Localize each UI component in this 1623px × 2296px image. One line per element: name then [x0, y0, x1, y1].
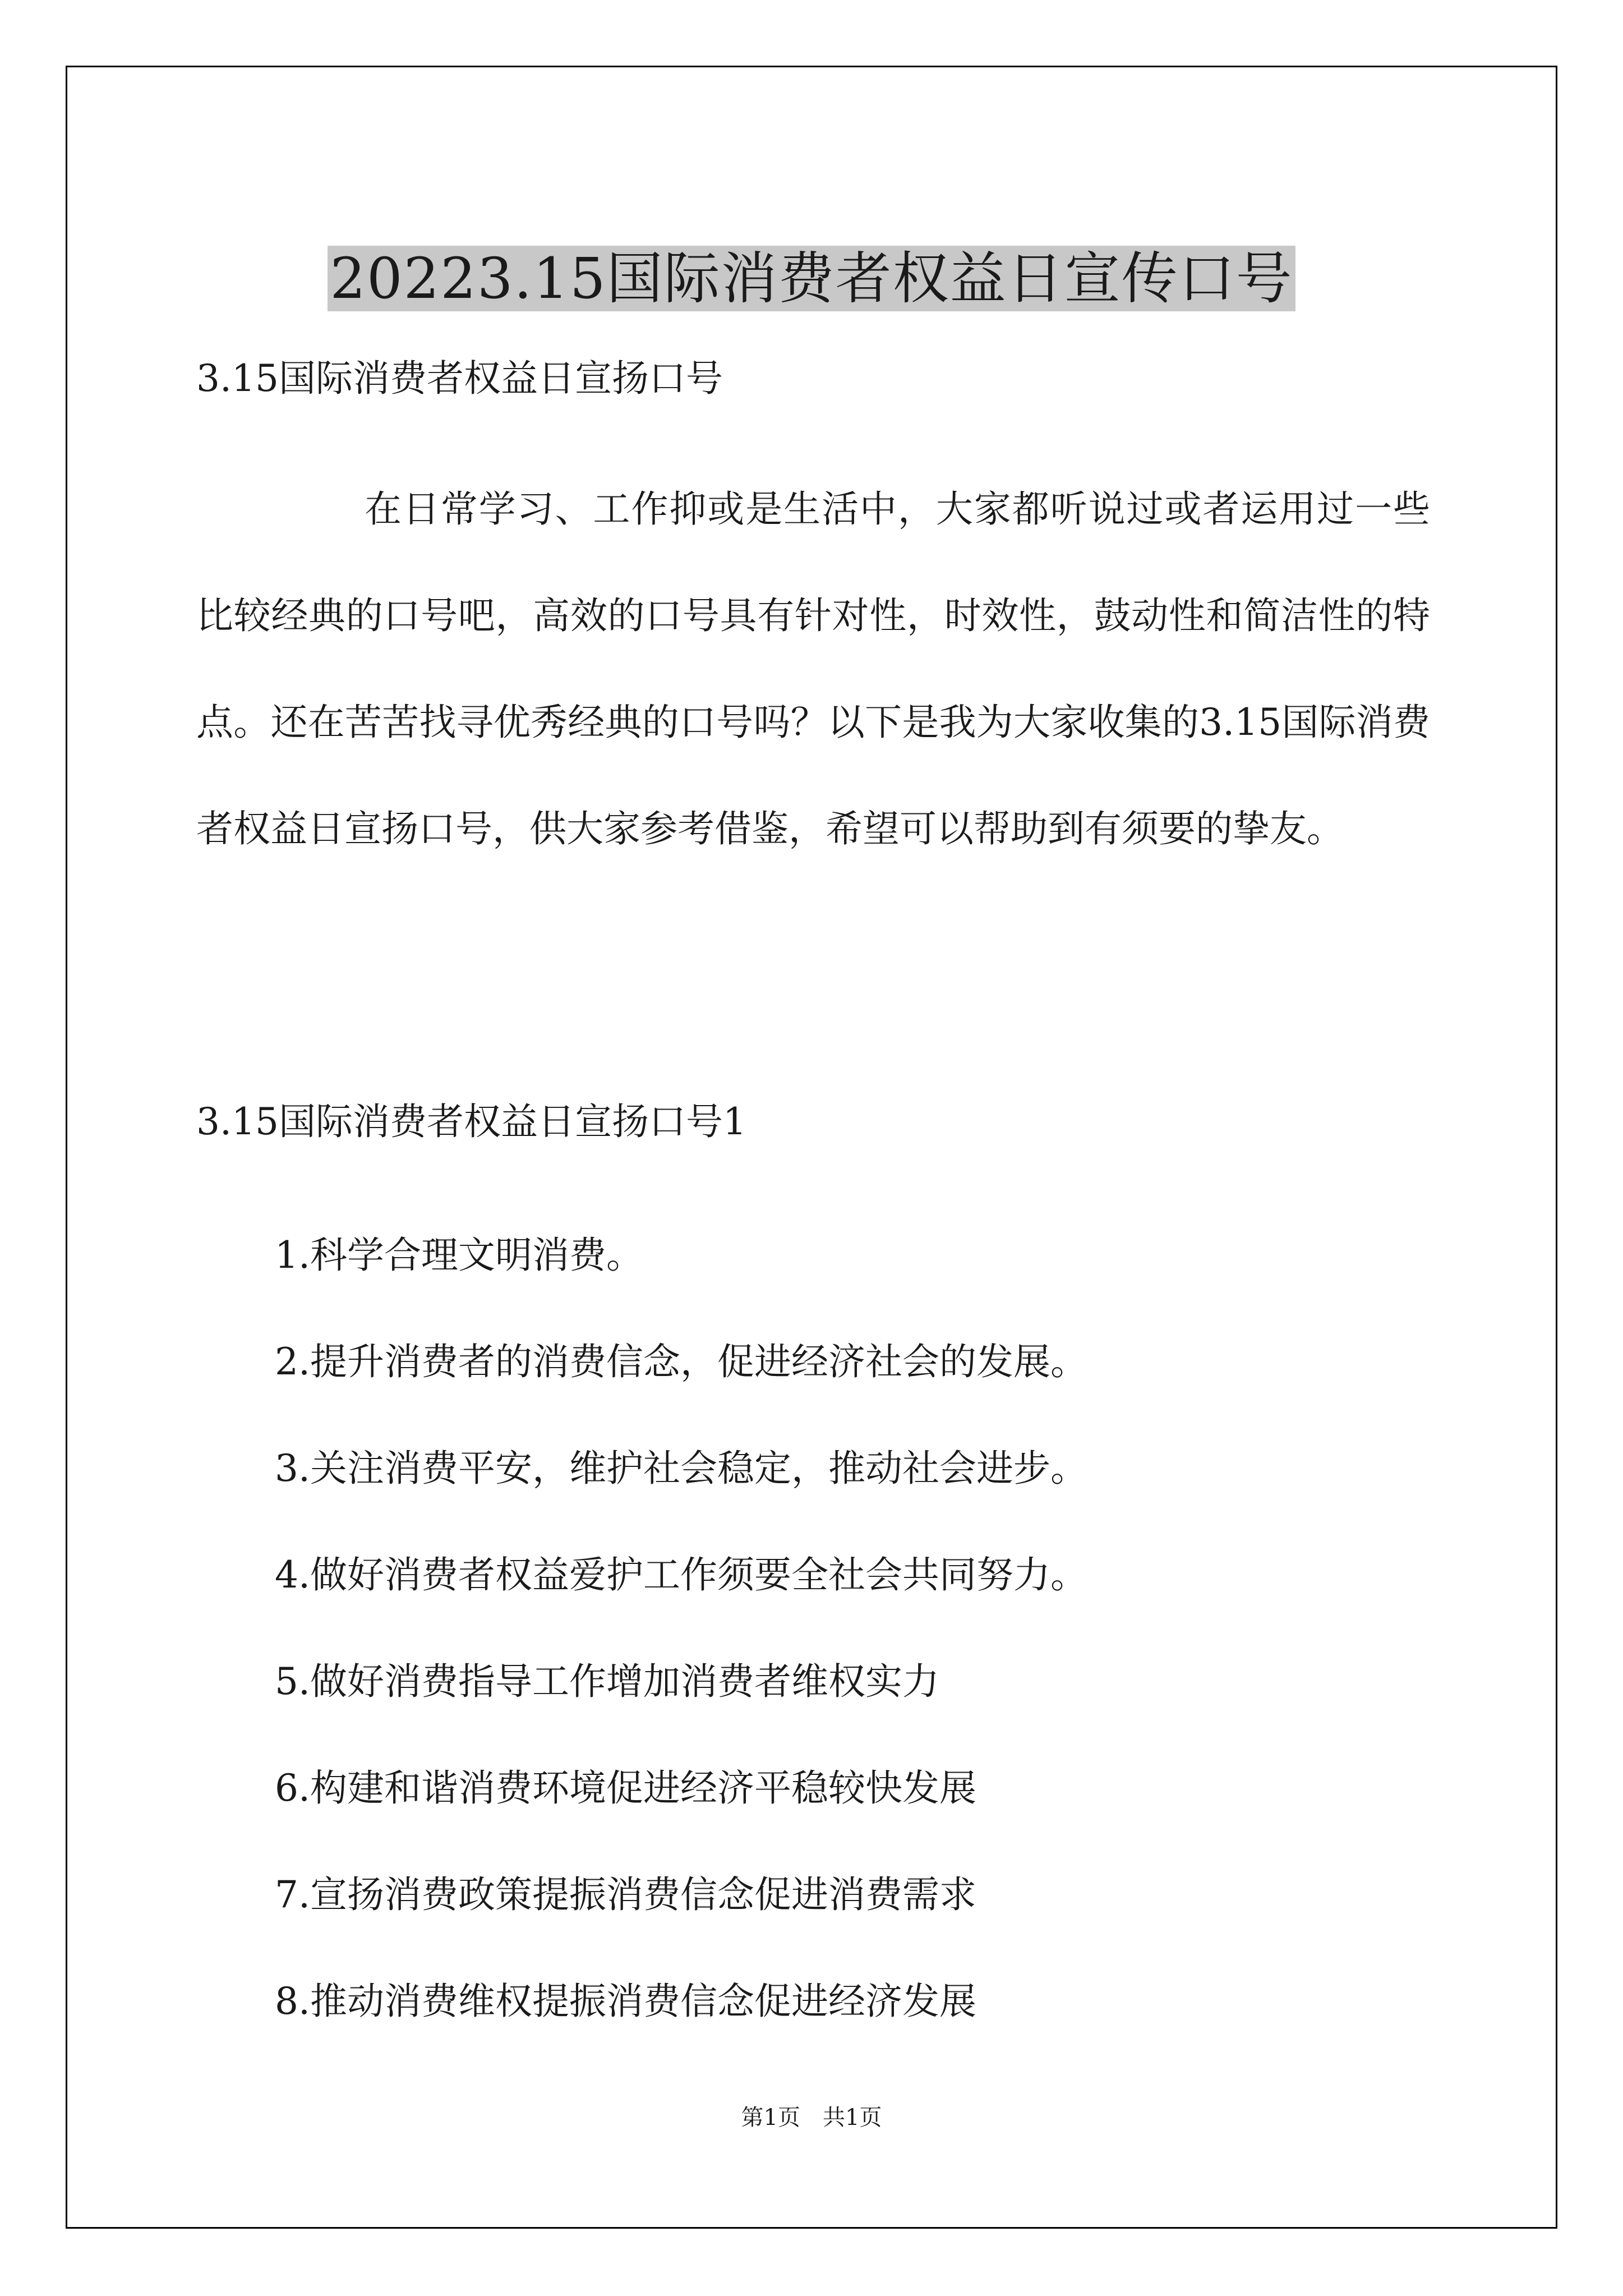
intro-paragraph: 在日常学习、工作抑或是生活中，大家都听说过或者运用过一些比较经典的口号吧，高效的口号具有针对性，时效性，鼓动性和简洁性的特点。还在苦苦找寻优秀经典的口号吗？以下是我为大家收集的3.15国际消费者权益日宣扬口号，供大家参考借鉴，希望可以帮助到有须要的挚友。 [196, 487, 1430, 850]
slogan-item: 4.做好消费者权益爱护工作须要全社会共同努力。 [275, 1553, 1087, 1596]
slogan-list [275, 1202, 1087, 2055]
document-title [0, 242, 1623, 315]
slogan-item: 5.做好消费指导工作增加消费者维权实力 [275, 1660, 939, 1703]
slogan-item: 7.宣扬消费政策提振消费信念促进消费需求 [275, 1873, 976, 1916]
slogan-item: 1.科学合理文明消费。 [275, 1234, 643, 1277]
page-footer: 第1页 共1页 [741, 2105, 882, 2131]
section-heading: 3.15国际消费者权益日宣扬口号1 [196, 1100, 746, 1143]
slogan-item: 8.推动消费维权提振消费信念促进经济发展 [275, 1980, 976, 2023]
document-title-text: 20223.15国际消费者权益日宣传口号 [328, 246, 1295, 311]
slogan-item: 3.关注消费平安，维护社会稳定，推动社会进步。 [275, 1447, 1087, 1490]
document-subtitle: 3.15国际消费者权益日宣扬口号 [196, 357, 723, 400]
slogan-item: 2.提升消费者的消费信念，促进经济社会的发展。 [275, 1340, 1087, 1383]
slogan-item: 6.构建和谐消费环境促进经济平稳较快发展 [275, 1766, 976, 1810]
